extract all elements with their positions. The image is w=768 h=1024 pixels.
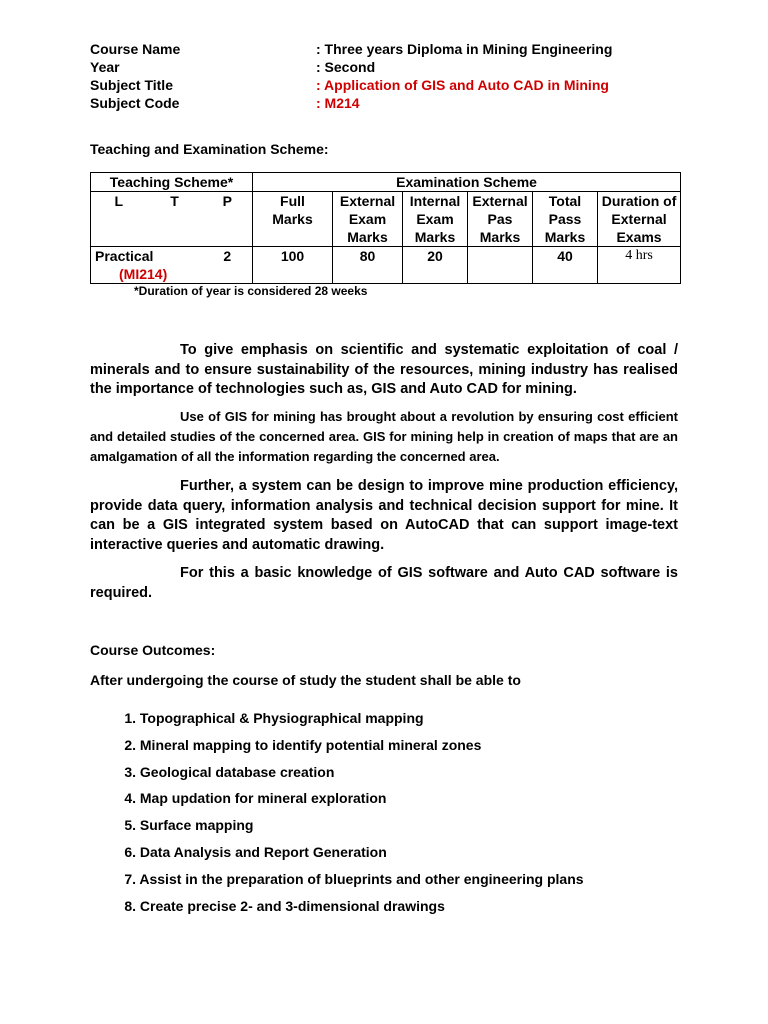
outcome-text: Create precise 2- and 3-dimensional drawings [139,897,445,914]
list-item [90,763,584,790]
paragraph-1 [90,341,678,400]
col-duration: Duration of External Exams [598,192,681,247]
subject-code-row [90,94,710,112]
scheme-table [90,172,681,284]
outcome-number: 7. [124,870,136,887]
col-L: L [91,192,147,247]
scheme-heading: Teaching and Examination Scheme: [90,141,329,157]
practical-total-pass: 40 [533,247,598,284]
outcome-text: Surface mapping [139,817,254,834]
year-row [90,58,710,76]
list-item [90,897,584,924]
practical-external: 80 [333,247,403,284]
course-name-row [90,40,710,58]
paragraph-2 [90,407,678,467]
course-outcomes-intro: After undergoing the course of study the student shall be able to [90,672,521,688]
col-external-pass: External Pas Marks [468,192,533,247]
outcome-text: Data Analysis and Report Generation [139,843,387,860]
list-item [90,870,584,897]
outcomes-list [90,709,584,923]
paragraph-3-text: Further, a system can be design to improve mine production efficiency, provide data query, information analysis and technical decision support for mine. It can be a GIS integrated system based on AutoCAD that can support image-text interactive queries and automatic drawing. [90,478,678,553]
year-value: : Second [316,59,376,75]
col-total-pass: Total Pass Marks [533,192,598,247]
col-internal-exam: Internal Exam Marks [403,192,468,247]
col-P: P [203,192,253,247]
paragraph-2-text: Use of GIS for mining has brought about a revolution by ensuring cost efficient and detailed studies of the concerned area. GIS for mining help in creation of maps that are an amalgamation of all the information regarding the concerned area. [90,409,678,464]
outcome-number: 5. [124,817,136,834]
outcome-number: 6. [124,843,136,860]
outcome-number: 4. [124,790,136,807]
col-T: T [147,192,203,247]
paragraph-1-text: To give emphasis on scientific and systematic exploitation of coal / minerals and to ensure sustainability of the resources, mining industry has realised the importance of technologies such as, GIS and Auto CAD for mining. [90,342,678,397]
outcome-text: Assist in the preparation of blueprints and other engineering plans [139,870,584,887]
subject-title-row [90,76,710,94]
outcome-text: Mineral mapping to identify potential mineral zones [139,736,482,753]
course-name-value: : Three years Diploma in Mining Engineering [316,41,613,57]
outcome-text: Topographical & Physiographical mapping [139,710,424,726]
outcome-text: Geological database creation [139,763,335,780]
subject-code-value: : M214 [316,95,360,111]
course-outcomes-heading: Course Outcomes: [90,642,216,658]
course-name-label: Course Name [90,41,181,57]
practical-internal: 20 [403,247,468,284]
table-header-row-2 [91,192,681,247]
paragraph-3 [90,477,678,555]
practical-code: (MI214) [119,266,168,282]
list-item [90,736,584,763]
list-item [90,789,584,816]
outcome-number: 3. [124,763,136,780]
table-footnote: *Duration of year is considered 28 weeks [134,284,368,298]
list-item [90,816,584,843]
practical-P: 2 [203,247,253,284]
paragraph-4-text: For this a basic knowledge of GIS software and Auto CAD software is required. [90,565,678,601]
col-full-marks: Full Marks [253,192,333,247]
outcome-number: 2. [124,736,136,753]
practical-cell [91,247,203,284]
outcome-number: 1. [124,710,136,726]
list-item [90,709,584,736]
practical-duration: 4 hrs [598,247,681,284]
list-item [90,843,584,870]
outcome-number: 8. [124,897,136,914]
table-row-practical [91,247,681,284]
col-external-exam: External Exam Marks [333,192,403,247]
paragraph-4 [90,564,678,603]
outcome-text: Map updation for mineral exploration [139,790,387,807]
exam-scheme-header: Examination Scheme [253,173,681,192]
subject-code-label: Subject Code [90,95,180,111]
subject-title-value: : Application of GIS and Auto CAD in Mining [316,77,609,93]
practical-full-marks: 100 [253,247,333,284]
table-header-row-1 [91,173,681,192]
practical-label: Practical [95,248,154,264]
year-label: Year [90,59,120,75]
practical-external-pass [468,247,533,284]
subject-title-label: Subject Title [90,77,173,93]
teaching-scheme-header: Teaching Scheme* [91,173,253,192]
